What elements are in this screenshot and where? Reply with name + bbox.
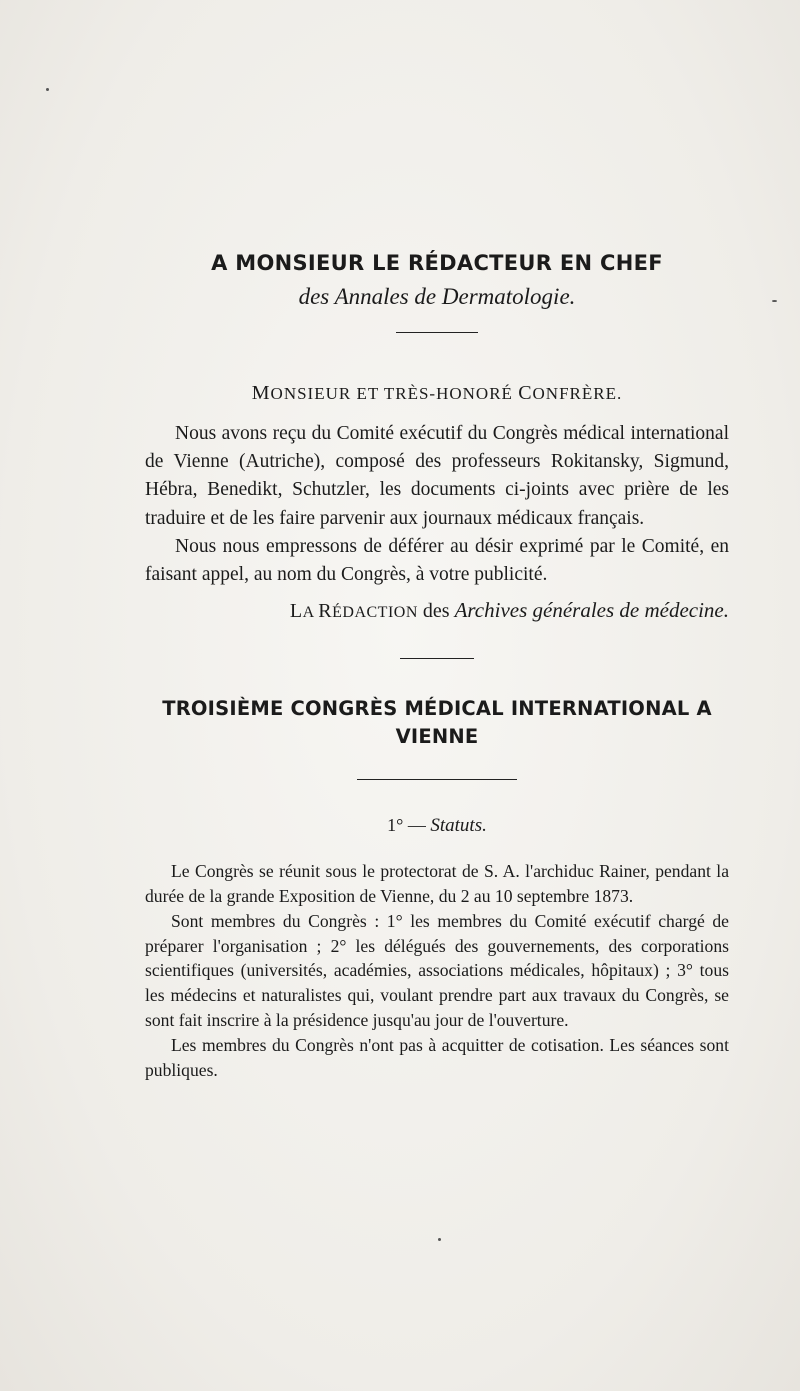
letter-title: A MONSIEUR LE RÉDACTEUR EN CHEF bbox=[211, 251, 663, 275]
text-column bbox=[145, 248, 729, 1082]
divider-rule bbox=[400, 658, 474, 659]
signature-text: des bbox=[417, 600, 455, 623]
salutation bbox=[145, 381, 729, 406]
journal-name: Archives générales de médecine. bbox=[454, 598, 729, 623]
statute-paragraph: Les membres du Congrès n'ont pas à acquitter de cotisation. Les séances sont publiques. bbox=[145, 1034, 729, 1080]
article-heading: 1° — Statuts. bbox=[387, 815, 487, 837]
signature: LA RÉDACTION des Archives générales de médecine. bbox=[289, 598, 729, 623]
statute-paragraph: Le Congrès se réunit sous le protectorat de S. A. l'archiduc Rainer, pendant la durée de la grande Exposition de Vienne, du 2 au 10 septembre 1873. bbox=[145, 861, 729, 907]
divider-rule bbox=[357, 779, 517, 780]
congress-title: TROISIÈME CONGRÈS MÉDICAL INTERNATIONAL A VIENNE bbox=[162, 697, 712, 749]
speck bbox=[46, 88, 49, 91]
letter-paragraph: Nous avons reçu du Comité exécutif du Congrès médical international de Vienne (Autriche), composé des professeurs Rokitansky, Sigmund, Hébra, Benedikt, Schutzler, les documents ci-joints avec prière de les traduire et de les faire parvenir aux journaux médicaux français. bbox=[145, 423, 729, 529]
speck bbox=[772, 300, 777, 302]
statute-paragraph: Sont membres du Congrès : 1° les membres du Comité exécutif chargé de préparer l'organisation ; 2° les délégués des gouvernements, des corporations scientifiques (universités, académies, associations médicales, hôpitaux) ; 3° tous les médecins et naturalistes qui, voulant prendre part aux travaux du Congrès, se sont fait inscrire à la présidence jusqu'au jour de l'ouverture. bbox=[145, 910, 729, 1030]
letter-paragraph: Nous nous empressons de déférer au désir exprimé par le Comité, en faisant appel, au nom du Congrès, à votre publicité. bbox=[145, 535, 729, 586]
salutation-text: ONFRÈRE. bbox=[532, 384, 623, 403]
salutation-initial: C bbox=[518, 382, 533, 404]
speck bbox=[438, 1238, 441, 1241]
salutation-text: ONSIEUR ET TRÈS-HONORÉ bbox=[270, 384, 519, 403]
letter-subtitle: des Annales de Dermatologie. bbox=[298, 284, 576, 309]
article-title: Statuts. bbox=[430, 815, 487, 837]
salutation-initial: M bbox=[251, 382, 271, 404]
divider-rule bbox=[396, 332, 478, 333]
article-number: 1° bbox=[387, 815, 404, 836]
